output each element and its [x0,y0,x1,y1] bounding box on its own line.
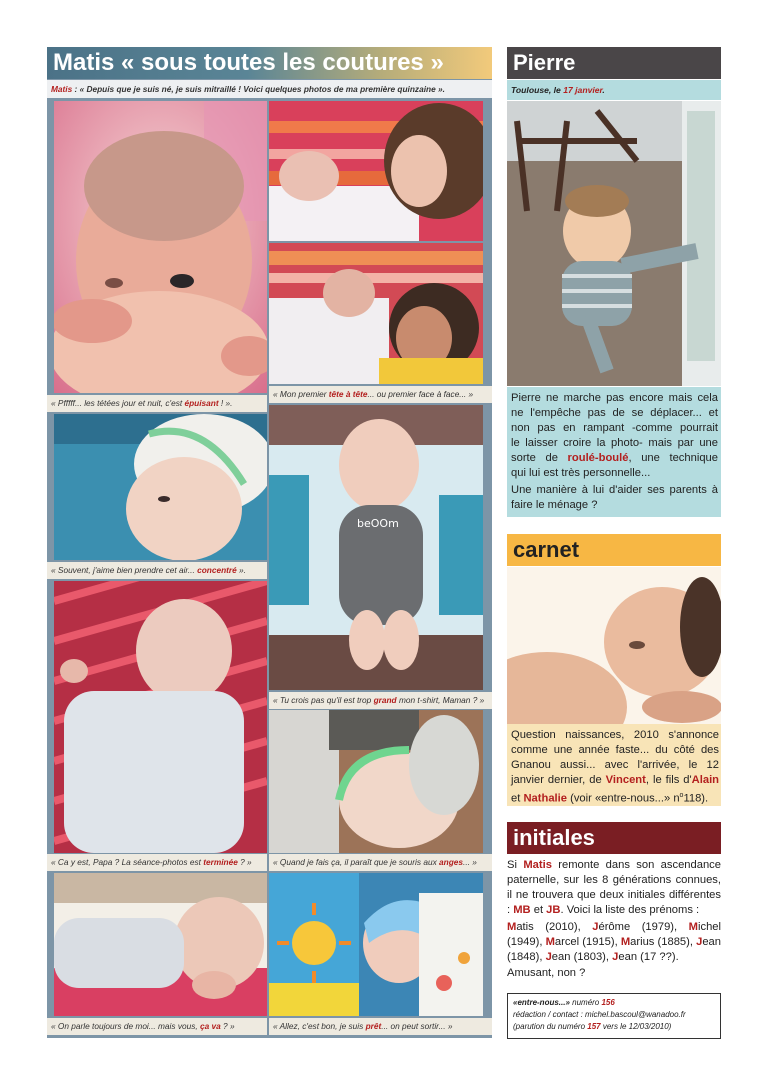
name-initial: J [545,951,552,963]
caption-highlight: tête à tête [328,389,368,399]
photo-vincent-newborn [507,567,721,724]
name-rest: arcel (1915), [554,936,621,948]
name-initial: J [592,921,599,933]
caption-text: ». [236,565,246,575]
carnet-text: (voir «entre-nous...» n [566,792,680,805]
caption-text: « On parle toujours de moi... mais vous, [51,1021,200,1031]
carnet-sup: o [679,792,684,799]
photo-ca-va-baby [54,873,267,1016]
caption-highlight: prêt [365,1021,382,1031]
initials-jb: JB [546,904,561,916]
photo-ready-to-go-out [269,873,483,1016]
caption-text: ... on peut sortir... » [381,1021,453,1031]
caption-text: « Allez, c'est bon, je suis [273,1021,366,1031]
pierre-line: qui lui est très personnelle... [511,467,651,479]
photo-big-tshirt-baby [269,405,483,690]
name-rest: ean (17 ??). [618,951,679,963]
next-issue-number: 157 [587,1022,601,1031]
caption-highlight: concentré [197,565,237,575]
caption-grand [269,692,492,709]
caption-text: « Mon premier [273,389,329,399]
pierre-line: le laisser croire la photo- mais par une [511,437,718,449]
photo-father-face-a-face [269,243,483,384]
name-nathalie: Nathalie [523,792,567,805]
pierre-highlight: roulé-boulé [567,452,629,464]
carnet-text: , le fils d' [645,774,692,786]
name-initial: M [688,921,698,933]
name-rest: ichel (1949), [507,921,722,948]
name-initial: J [612,951,619,963]
pierre-line: non pas en rampant -comme pourrait [511,422,718,434]
intro-name: Matis [51,84,73,94]
name-initial: M [507,921,517,933]
pierre-text: sorte de [511,452,568,464]
pierre-line: ne l'empêche pas de se déplacer... et [511,407,718,419]
caption-text: mon t-shirt, Maman ? » [396,695,485,705]
pierre-dateline [507,80,721,100]
section-title-carnet: carnet [507,534,721,566]
initiales-text: et [530,904,547,916]
name-alain: Alain [691,774,720,786]
caption-text: ! ». [218,398,233,408]
carnet-text: et [511,792,524,805]
photo-photo-session-baby [54,581,267,853]
caption-text: ... ou premier face à face... » [367,389,474,399]
name-rest: érôme (1979), [598,921,689,933]
initiales-text: . Voici la liste des prénoms : [560,904,700,916]
dateline-text: . [602,85,605,95]
caption-text: ... » [463,857,477,867]
caption-text: « Quand je fais ça, il paraît que je souris aux [273,857,440,867]
name-vincent: Vincent [605,774,646,786]
contact-line: rédaction / contact : michel.bascoul@wanadoo.fr [513,1010,686,1019]
carnet-paragraph [511,728,719,807]
pierre-line: Une manière à lui d'aider ses parents à [511,484,718,496]
photo-concentrated-baby [54,414,267,560]
name-initial: M [545,936,555,948]
caption-text: ? » [237,857,252,867]
photo-smiling-angels [269,710,483,853]
carnet-text: 118). [683,792,709,805]
name-initial: J [696,936,703,948]
initials-mb: MB [513,904,531,916]
issue-number-line [513,998,615,1007]
photo-mother-tete-a-tete [269,101,483,241]
footer-text: numéro [569,998,602,1007]
pierre-line [511,451,718,466]
pierre-text: , une technique [628,452,718,464]
pierre-line: faire le ménage ? [511,499,598,511]
newsletter-name: «entre-nous...» [513,998,570,1007]
footer-text: (parution du numéro [513,1022,588,1031]
caption-highlight: anges [439,857,464,867]
shirt-print: beOOm [357,517,399,530]
caption-ca-va [47,1018,267,1035]
caption-text: « Pfffff... les tétées jour et nuit, c'est [51,398,185,408]
photo-pierre-crawling [507,101,721,386]
photo-nursing-baby [54,101,267,393]
section-title-initiales: initiales [507,822,721,854]
name-rest: atis (2010), [516,921,593,933]
next-issue-line [513,1022,671,1031]
caption-tete-a-tete [269,386,492,403]
dateline-text: Toulouse, le [511,85,564,95]
caption-highlight: épuisant [184,398,219,408]
pierre-line: Pierre ne marche pas encore mais cela [511,392,718,404]
issue-number: 156 [601,998,615,1007]
caption-pret [269,1018,492,1035]
caption-highlight: terminée [203,857,238,867]
name-rest: ean (1803), [551,951,613,963]
intro-line [47,80,492,98]
names-list [507,920,721,965]
section-title-matis: Matis « sous toutes les coutures » [47,47,492,79]
caption-terminee [47,854,267,871]
caption-anges [269,854,492,871]
dateline-date: 17 janvier [563,85,603,95]
caption-concentre [47,562,267,579]
initiales-text: remonte dans son ascendance paternelle, sur les 8 générations connues, il ne trouvera que deux initiales différentes : [507,859,722,916]
caption-highlight: grand [373,695,397,705]
footer-text: vers le 12/03/2010) [600,1022,672,1031]
intro-text: : « Depuis que je suis né, je suis mitraillé ! Voici quelques photos de ma première quinzaine ». [72,84,445,94]
section-title-pierre: Pierre [507,47,721,79]
caption-text: « Tu crois pas qu'il est trop [273,695,374,705]
name-rest: ean (1848), [507,936,721,963]
initiales-paragraph [507,858,721,918]
caption-text: ? » [220,1021,235,1031]
carnet-text: Question naissances, 2010 s'annonce comme une année faste... du côté des Gnanou aussi... avec l'arrivée, le 12 janvier dernier, de [511,729,719,786]
initiales-text: Si [507,859,524,871]
caption-text: « Souvent, j'aime bien prendre cet air... [51,565,198,575]
caption-text: « Ca y est, Papa ? La séance-photos est [51,857,204,867]
caption-epuisant [47,395,267,412]
caption-highlight: ça va [199,1021,221,1031]
name-matis: Matis [523,859,552,871]
name-initial: M [620,936,631,948]
name-rest: arius (1885), [630,936,697,948]
initiales-closing: Amusant, non ? [507,967,586,979]
